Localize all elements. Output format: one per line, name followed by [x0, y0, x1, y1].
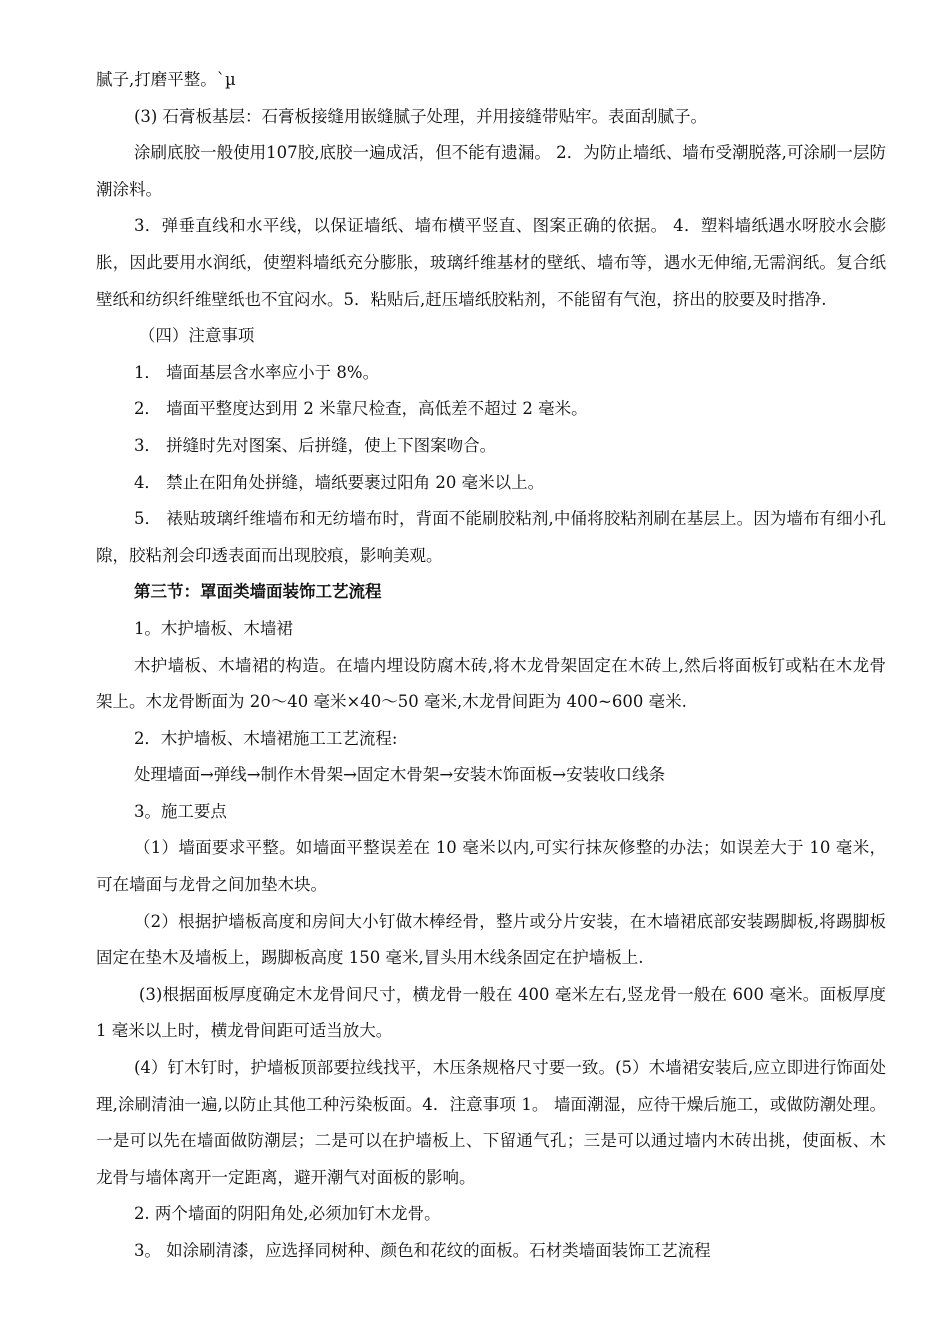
- note-item-2: 2． 墙面平整度达到用 2 米靠尺检查，高低差不超过 2 毫米。: [133, 399, 588, 419]
- note-corner-keel: 2. 两个墙面的阴阳角处,必须加钉木龙骨。: [133, 1204, 441, 1224]
- subheading-wood-panel: 1。木护墙板、木墙裙: [133, 618, 293, 638]
- subheading-process: 2．木护墙板、木墙裙施工工艺流程:: [133, 728, 398, 748]
- key-point-2: （2）根据护墙板高度和房间大小钉做木棒经骨，整片或分片安装，在木墙裙底部安装踢脚板,将踢脚板固定在垫木及墙板上，踢脚板高度 150 毫米,冒头用木线条固定在护墙板上.: [96, 911, 886, 968]
- note-item-5: 5． 裱贴玻璃纤维墙布和无纺墙布时，背面不能刷胶粘剂,中俑将胶粘剂刷在基层上。因为墙布有细小孔隙，胶粘剂会印透表面而出现胶痕，影响美观。: [96, 509, 886, 565]
- note-item-3: 3． 拼缝时先对图案、后拼缝，使上下图案吻合。: [133, 435, 497, 455]
- section-heading-notes: （四）注意事项: [138, 326, 255, 346]
- note-item-1: 1． 墙面基层含水率应小于 8%。: [133, 362, 380, 382]
- document-body: [96, 62, 886, 1270]
- note-item-4: 4． 禁止在阳角处拼缝，墙纸要裹过阳角 20 毫米以上。: [133, 472, 545, 492]
- paragraph-gypsum-base: (3) 石膏板基层：石膏板接缝用嵌缝腻子处理，并用接缝带贴牢。表面刮腻子。: [133, 106, 708, 126]
- paragraph-putty-sanding: 腻子,打磨平整。`µ: [96, 70, 236, 89]
- section-heading-third: 第三节：罩面类墙面装饰工艺流程: [133, 582, 382, 602]
- key-point-3: (3)根据面板厚度确定木龙骨间尺寸，横龙骨一般在 400 毫米左右,竖龙骨一般在 600 毫米。面板厚度 1 毫米以上时，横龙骨间距可适当放大。: [96, 984, 886, 1041]
- key-point-1: （1）墙面要求平整。如墙面平整误差在 10 毫米以内,可实行抹灰修整的办法；如误差大于 10 毫米，可在墙面与龙骨之间加垫木块。: [96, 838, 886, 895]
- paragraph-wood-structure: 木护墙板、木墙裙的构造。在墙内埋设防腐木砖,将木龙骨架固定在木砖上,然后将面板钉或粘在木龙骨架上。木龙骨断面为 20～40 毫米×40～50 毫米,木龙骨间距为 400~600 毫米.: [96, 655, 886, 712]
- paragraph-chalk-lines: 3．弹垂直线和水平线，以保证墙纸、墙布横平竖直、图案正确的依据。 4．塑料墙纸遇水呀胶水会膨胀，因此要用水润纸，使塑料墙纸充分膨胀，玻璃纤维基材的壁纸、墙布等，遇水无伸缩,无需润纸。复合纸壁纸和纺织纤维壁纸也不宜闷水。5．粘贴后,赶压墙纸胶粘剂，不能留有气泡，挤出的胶要及时揩净.: [96, 216, 886, 309]
- paragraph-process-flow: 处理墙面→弹线→制作木骨架→固定木骨架→安装木饰面板→安装收口线条: [133, 765, 666, 785]
- subheading-key-points: 3。施工要点: [133, 801, 227, 821]
- paragraph-primer: 涂刷底胶一般使用107胶,底胶一遍成活，但不能有遗漏。 2．为防止墙纸、墙布受潮脱落,可涂刷一层防潮涂料。: [96, 143, 886, 199]
- key-point-4-5: (4）钉木钉时，护墙板顶部要拉线找平，木压条规格尺寸要一致。(5）木墙裙安装后,应立即进行饰面处理,涂刷清油一遍,以防止其他工种污染板面。4．注意事项 1。 墙面潮湿，应待干燥后施工，或做防潮处理。一是可以先在墙面做防潮层；二是可以在护墙板上、下留通气孔；三是可以通过墙内木砖出挑，使面板、木龙骨与墙体离开一定距离，避开潮气对面板的影响。: [96, 1058, 886, 1187]
- note-varnish: 3。 如涂刷清漆，应选择同树种、颜色和花纹的面板。石材类墙面装饰工艺流程: [133, 1241, 711, 1260]
